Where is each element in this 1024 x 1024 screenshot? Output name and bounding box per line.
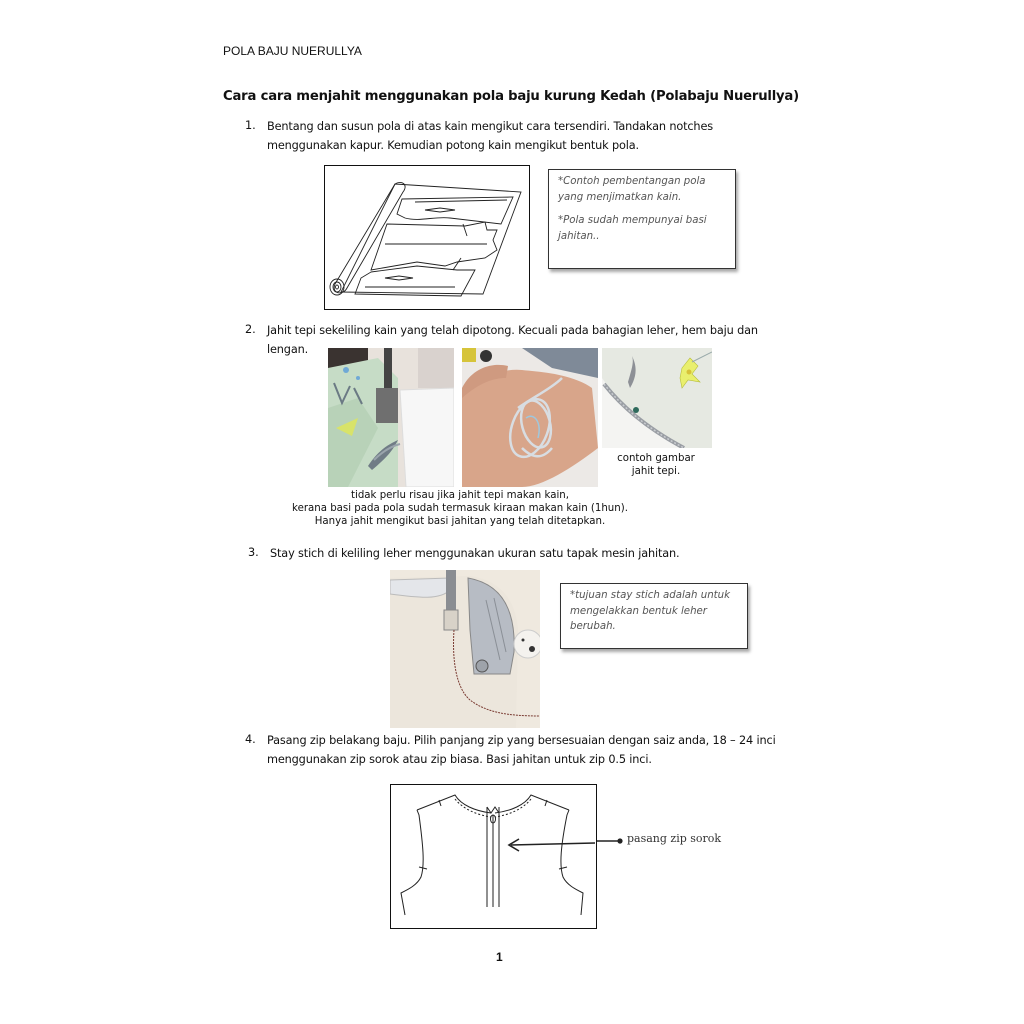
step-3-text xyxy=(270,544,679,563)
back-bodice-illustration xyxy=(391,785,595,927)
stay-stitch-illustration xyxy=(390,570,540,728)
step-2-number: 2. xyxy=(245,323,256,336)
overlock-caption-line-2: jahit tepi. xyxy=(631,466,681,477)
step-1-line-2: menggunakan kapur. Kemudian potong kain mengikut bentuk pola. xyxy=(267,139,639,152)
step-1-line-1: Bentang dan susun pola di atas kain mengikut cara tersendiri. Tandakan notches xyxy=(267,120,713,133)
step-2-line-2: lengan. xyxy=(267,343,309,356)
step-3-line-1: Stay stich di keliling leher menggunakan ukuran satu tapak mesin jahitan. xyxy=(270,547,680,560)
step-2-caption-line-2: kerana basi pada pola sudah termasuk kiraan makan kain (1hun). xyxy=(292,503,628,514)
serger-sewing-photo xyxy=(328,348,454,487)
step-1-text xyxy=(267,117,713,155)
step-4-text xyxy=(267,731,776,769)
step-2-caption-line-3: Hanya jahit mengikut basi jahitan yang telah ditetapkan. xyxy=(314,516,606,527)
overlock-example-photo xyxy=(602,348,712,448)
serger-photo-illustration xyxy=(328,348,454,487)
step-1-note-box xyxy=(548,169,736,269)
threads-photo-illustration xyxy=(462,348,598,487)
zip-pointer-arrow xyxy=(597,836,625,846)
running-header: POLA BAJU NUERULLYA xyxy=(223,44,362,58)
zip-diagram xyxy=(390,784,597,929)
zip-diagram-label: pasang zip sorok xyxy=(627,832,722,845)
trimmed-threads-photo xyxy=(462,348,598,487)
step-2-caption xyxy=(280,489,640,528)
step-4-number: 4. xyxy=(245,733,256,746)
page-number: 1 xyxy=(496,950,503,964)
fabric-layout-diagram xyxy=(324,165,530,310)
step-1-note-1: *Contoh pembentangan pola yang menjimatkan kain. xyxy=(558,176,706,203)
stay-stitch-photo xyxy=(390,570,540,728)
step-3-note-1: *tujuan stay stich adalah untuk mengelakkan bentuk leher berubah. xyxy=(570,590,730,632)
step-4-line-1: Pasang zip belakang baju. Pilih panjang zip yang bersesuaian dengan saiz anda, 18 – 24 inci xyxy=(267,734,776,747)
step-2-line-1: Jahit tepi sekeliling kain yang telah dipotong. Kecuali pada bahagian leher, hem baju dan xyxy=(267,324,758,337)
overlock-photo-caption xyxy=(606,452,706,478)
step-3-number: 3. xyxy=(248,546,259,559)
step-1-note-2: *Pola sudah mempunyai basi jahitan.. xyxy=(558,215,707,242)
overlock-photo-illustration xyxy=(602,348,712,448)
step-3-note-box xyxy=(560,583,748,649)
step-1-number: 1. xyxy=(245,119,256,132)
step-2-caption-line-1: tidak perlu risau jika jahit tepi makan kain, xyxy=(351,490,569,501)
overlock-caption-line-1: contoh gambar xyxy=(617,453,695,464)
fabric-roll-illustration xyxy=(325,166,528,308)
step-4-line-2: menggunakan zip sorok atau zip biasa. Basi jahitan untuk zip 0.5 inci. xyxy=(267,753,652,766)
document-title: Cara cara menjahit menggunakan pola baju kurung Kedah (Polabaju Nuerullya) xyxy=(223,89,799,104)
